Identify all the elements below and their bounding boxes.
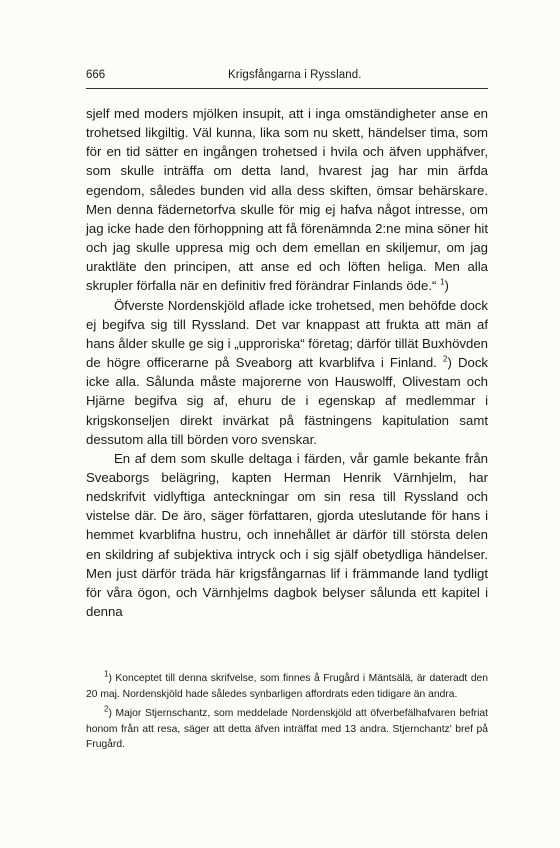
footnote-ref-1-paren: ) <box>444 278 449 294</box>
paragraph-3-text: En af dem som skulle deltaga i färden, vår gamle bekante från Sveaborgs belägring, kapten Herman Henrik Värnhjelm, har nedskrifvit vidlyftiga anteckningar om sin resa till Ryssland och vistelse där. De äro, säger författaren, gjorda uteslutande för hans i hemmet kvarblifna hustru, och innehållet är därför till största delen en skildring af subjektiva intryck och i sig själf obetydliga händelser. Men just därför träda här krigsfångarnas lif i främmande land tydligt för våra ögon, och Värnhjelms dagbok belyser sålunda ett kapitel i denna <box>86 450 488 620</box>
page-number: 666 <box>86 69 106 81</box>
footnote-1-mark: 1 <box>104 669 109 679</box>
paragraph-2-text-a: Öfverste Nordenskjöld aflade icke trohetsed, men behöfde dock ej begifva sig till Ryssland. Det var knappast att frukta att män af hans ålder skulle ge sig i „upproriska“ företag; därför tillät Buxhövden de högre officerarne på Sveaborg att kvarblifva i Finland. <box>86 297 488 371</box>
paragraph-3 <box>86 449 488 621</box>
footnote-ref-2: 2 <box>442 354 448 364</box>
footnote-2 <box>86 706 488 753</box>
page-header <box>86 69 482 85</box>
footnote-2-paren: ) <box>108 708 112 720</box>
footnote-1-paren: ) <box>108 673 112 684</box>
paragraph-1-text: sjelf med moders mjölken insupit, att i inga omständigheter anse en trohetsed likgiltig. Väl kunna, lika som nu skett, händelser tima, som för en tid sätter en ingången trohetsed i hvila och äfven upphäfver, som skulle inträffa om detta land, hvarest jag har min ärfda egendom, således bunden vid alla dess skiften, ömsar behärskare. Men denna fädernetorfva skulle för mig ej hafva något intresse, om jag icke hade den förhoppning att få förenämnda 2:ne mina söner hit och jag skulle uppresa mig och dem emellan en skiljemur, om jag uraktläte den principen, att anse ed och löften heliga. Men alla skrupler förfalla när en definitiv fred förändrar Finlands öde.“ <box>86 106 488 294</box>
paragraph-2 <box>86 296 488 449</box>
header-rule <box>86 88 488 89</box>
footnote-2-text: Major Stjernschantz, som meddelade Nordenskjöld att öfverbefälhafvaren befriat honom från att resa, säger att detta äfven inträffat med 13 andra. Stjernchantz' bref på Frugård. <box>86 708 488 751</box>
footnote-2-mark: 2 <box>104 704 109 714</box>
paragraph-2-text-b: ) Dock icke alla. Sålunda måste majorerne von Hauswolff, Olivestam och Hjärne begifva sig af, ehuru de i egenskap af medlemmar i krigskonseljen direkt invärkat på fästningens kapitulation samt dessutom alla till börden voro svenskar. <box>86 355 489 447</box>
body-text <box>86 104 488 621</box>
footnote-1-text: Konceptet till denna skrifvelse, som finnes å Frugård i Mäntsälä, är dateradt den 20 maj. Nordenskjöld hade således synbarligen affordrats eden tidigare än andra. <box>86 673 488 700</box>
paragraph-1 <box>86 104 488 296</box>
footnote-ref-1: 1 <box>440 278 445 288</box>
running-title: Krigsfångarna i Ryssland. <box>228 69 362 81</box>
footnotes <box>86 671 488 753</box>
footnote-1 <box>86 671 488 702</box>
